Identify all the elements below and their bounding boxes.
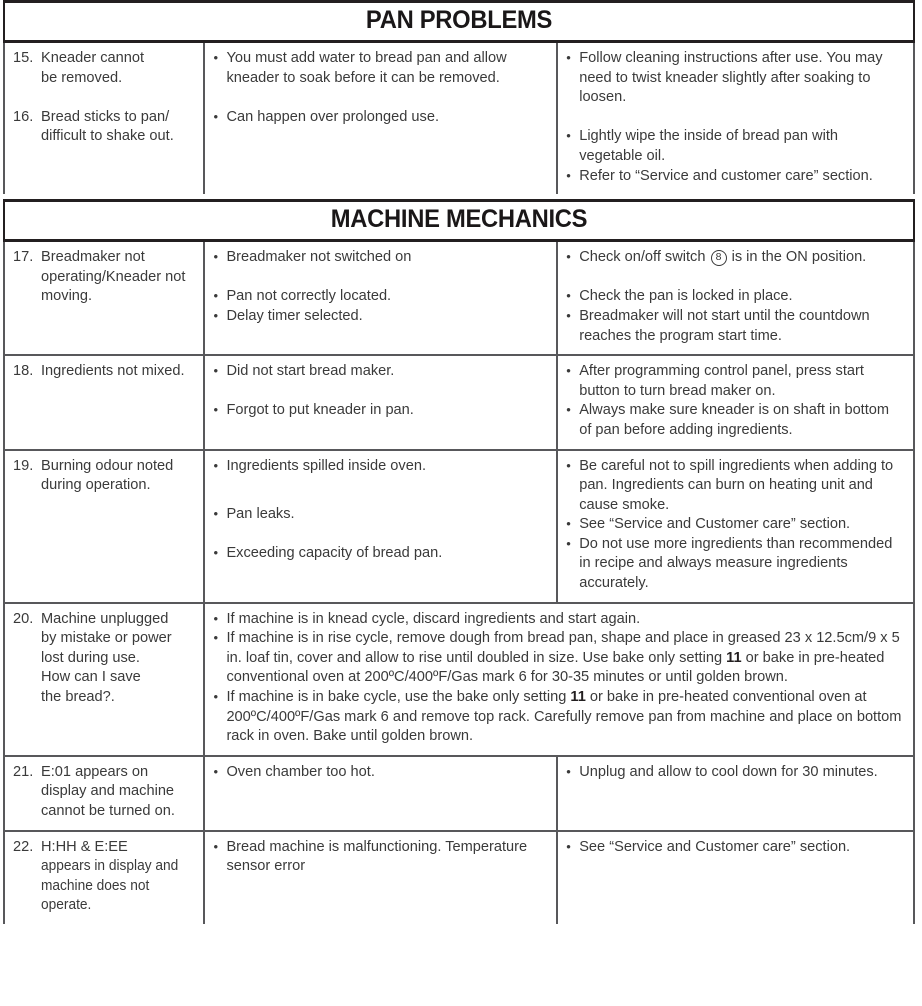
- list-item: • Refer to “Service and customer care” section.: [566, 167, 905, 187]
- table-row: [4, 355, 914, 449]
- problem-line: Breadmaker not: [41, 249, 145, 266]
- bullet-bold-value: 11: [726, 649, 742, 666]
- bullet-suffix: or bake in pre-heated conventional oven at 200ºC/400ºF/Gas mark 6 and remove top rack. Carefully remove pan from machine and place on bottom rack in oven. Bake until golden brown.: [226, 689, 902, 745]
- machine-mechanics-table: [3, 242, 915, 924]
- problem-entry: [13, 362, 195, 382]
- spacer: [13, 88, 195, 108]
- circled-number-icon: 8: [711, 250, 727, 266]
- list-item: • Delay timer selected.: [213, 307, 548, 327]
- bullet-prefix: If machine is in bake cycle, use the bake only setting: [226, 689, 571, 706]
- solution-cell: [557, 450, 914, 603]
- problem-entry: [13, 763, 195, 822]
- solution-list: [566, 838, 905, 858]
- pan-problems-table: [3, 43, 915, 194]
- solution-cell: [557, 831, 914, 924]
- list-item: • Pan leaks.: [213, 505, 548, 525]
- problem-line: lost during use.: [41, 649, 140, 666]
- problem-line: during operation.: [41, 477, 151, 494]
- list-item: • Follow cleaning instructions after use. You may need to twist kneader slightly after soaking to loosen.: [566, 49, 905, 108]
- problem-line: be removed.: [41, 69, 123, 86]
- solution-cell: [557, 43, 914, 194]
- bullet-bold-value: 11: [570, 689, 586, 706]
- list-item: • Do not use more ingredients than recommended in recipe and always measure ingredients accurately.: [566, 535, 905, 594]
- list-item: • Did not start bread maker.: [213, 362, 548, 382]
- problem-line: the bread?.: [41, 689, 115, 706]
- problem-cell: [4, 242, 204, 355]
- problem-number: 22.: [13, 838, 34, 855]
- cause-cell: [204, 450, 557, 603]
- cause-cell: [204, 43, 557, 194]
- problem-line: machine does not operate.: [41, 877, 150, 914]
- list-item: • Breadmaker not switched on: [213, 248, 548, 268]
- list-item: • Check on/off switch 8 is in the ON position.: [566, 248, 905, 268]
- problem-number: 19.: [13, 457, 34, 474]
- cause-cell: [204, 756, 557, 831]
- problem-text: [41, 49, 195, 88]
- cause-list: [213, 248, 548, 326]
- problem-text: [41, 248, 195, 307]
- bullet-prefix: If machine is in knead cycle, discard ingredients and start again.: [226, 610, 641, 627]
- problem-text: [41, 838, 195, 916]
- problem-entry: [13, 108, 195, 147]
- problem-line: How can I save: [41, 669, 141, 686]
- problem-number: 21.: [13, 763, 34, 780]
- list-item: • You must add water to bread pan and allow kneader to soak before it can be removed.: [213, 49, 548, 88]
- list-item: • Always make sure kneader is on shaft in bottom of pan before adding ingredients.: [566, 401, 905, 440]
- problem-number: 20.: [13, 610, 34, 627]
- problem-line: E:01 appears on: [41, 763, 149, 780]
- problem-number: 15.: [13, 50, 34, 66]
- problem-number: 16.: [13, 108, 34, 125]
- problem-line: H:HH & E:EE: [41, 838, 128, 855]
- problem-cell: [4, 831, 204, 924]
- problem-cell: [4, 43, 204, 194]
- table-row: [4, 242, 914, 355]
- section-heading-machine-mechanics: [3, 199, 915, 242]
- problem-line: Machine unplugged: [41, 610, 169, 627]
- list-item: • Oven chamber too hot.: [213, 763, 548, 783]
- problem-number: 17.: [13, 249, 34, 266]
- problem-cell: [4, 450, 204, 603]
- problem-line: appears in display and: [41, 858, 179, 875]
- list-item: • Bread machine is malfunctioning. Temperature sensor error: [213, 838, 548, 877]
- problem-cell: [4, 603, 204, 756]
- recovery-instructions-cell: [204, 603, 914, 756]
- list-item: • Lightly wipe the inside of bread pan with vegetable oil.: [566, 127, 905, 166]
- cause-list: [213, 457, 548, 564]
- solution-cell: [557, 242, 914, 355]
- problem-number: 18.: [13, 363, 34, 380]
- table-row: [4, 831, 914, 924]
- solution-list: [566, 457, 905, 594]
- problem-text: Ingredients not mixed.: [41, 363, 185, 380]
- problem-text: [41, 763, 195, 822]
- list-item: [213, 610, 905, 630]
- bullet-suffix: or bake in pre-heated conventional oven at 200ºC/400ºF/Gas mark 6 for 30-35 minutes or until golden brown.: [226, 649, 885, 686]
- table-row: [4, 450, 914, 603]
- problem-cell: [4, 355, 204, 449]
- list-item: • See “Service and Customer care” section.: [566, 515, 905, 535]
- section-heading-label: MACHINE MECHANICS: [330, 205, 588, 234]
- list-item: • Unplug and allow to cool down for 30 minutes.: [566, 763, 905, 783]
- cause-cell: [204, 355, 557, 449]
- problem-line: moving.: [41, 288, 93, 305]
- table-row: [4, 43, 914, 194]
- solution-list: [566, 362, 905, 440]
- cause-list: [213, 838, 548, 877]
- problem-line: Burning odour noted: [41, 457, 174, 474]
- list-item: • Check the pan is locked in place.: [566, 287, 905, 307]
- solution-cell: [557, 355, 914, 449]
- list-item: • Be careful not to spill ingredients when adding to pan. Ingredients can burn on heating unit and cause smoke.: [566, 457, 905, 516]
- bullet-prefix: If machine is in rise cycle, remove dough from bread pan, shape and place in greased 23 x 12.5cm/9 x 5 in. loaf tin, cover and allow to rise until doubled in size. Use bake only setting: [226, 630, 900, 666]
- list-item: • Forgot to put kneader in pan.: [213, 401, 548, 421]
- section-heading-label: PAN PROBLEMS: [365, 6, 553, 34]
- cause-list: [213, 49, 548, 127]
- list-item: • Ingredients spilled inside oven.: [213, 457, 548, 477]
- recovery-list: [213, 610, 905, 747]
- problem-line: Kneader cannot: [41, 50, 145, 66]
- problem-line: display and machine: [41, 783, 175, 800]
- solution-list: [566, 248, 905, 346]
- list-item: • Pan not correctly located.: [213, 287, 548, 307]
- solution-list: [566, 49, 905, 186]
- problem-text: [41, 610, 195, 708]
- problem-line: difficult to shake out.: [41, 128, 174, 145]
- problem-line: by mistake or power: [41, 630, 172, 647]
- problem-line: operating/Kneader not: [41, 268, 186, 285]
- cause-cell: [204, 831, 557, 924]
- problem-entry: [13, 248, 195, 307]
- solution-list: [566, 763, 905, 783]
- table-row: [4, 756, 914, 831]
- cause-cell: [204, 242, 557, 355]
- list-item: • Breadmaker will not start until the countdown reaches the program start time.: [566, 307, 905, 346]
- cause-list: [213, 362, 548, 421]
- problem-line: cannot be turned on.: [41, 803, 175, 819]
- problem-entry: [13, 49, 195, 88]
- list-item: • Exceeding capacity of bread pan.: [213, 544, 548, 564]
- list-item: [213, 688, 905, 747]
- list-item: [213, 629, 905, 688]
- problem-entry: [13, 457, 195, 496]
- problem-text: [41, 457, 195, 496]
- cause-list: [213, 763, 548, 783]
- problem-text: [41, 108, 195, 147]
- problem-cell: [4, 756, 204, 831]
- problem-entry: [13, 838, 195, 916]
- list-item: • After programming control panel, press start button to turn bread maker on.: [566, 362, 905, 401]
- list-item: • Can happen over prolonged use.: [213, 108, 548, 128]
- problem-entry: [13, 610, 195, 708]
- problem-line: Bread sticks to pan/: [41, 108, 170, 125]
- table-row: [4, 603, 914, 756]
- list-item: • See “Service and Customer care” section.: [566, 838, 905, 858]
- section-heading-pan-problems: [3, 0, 915, 43]
- solution-cell: [557, 756, 914, 831]
